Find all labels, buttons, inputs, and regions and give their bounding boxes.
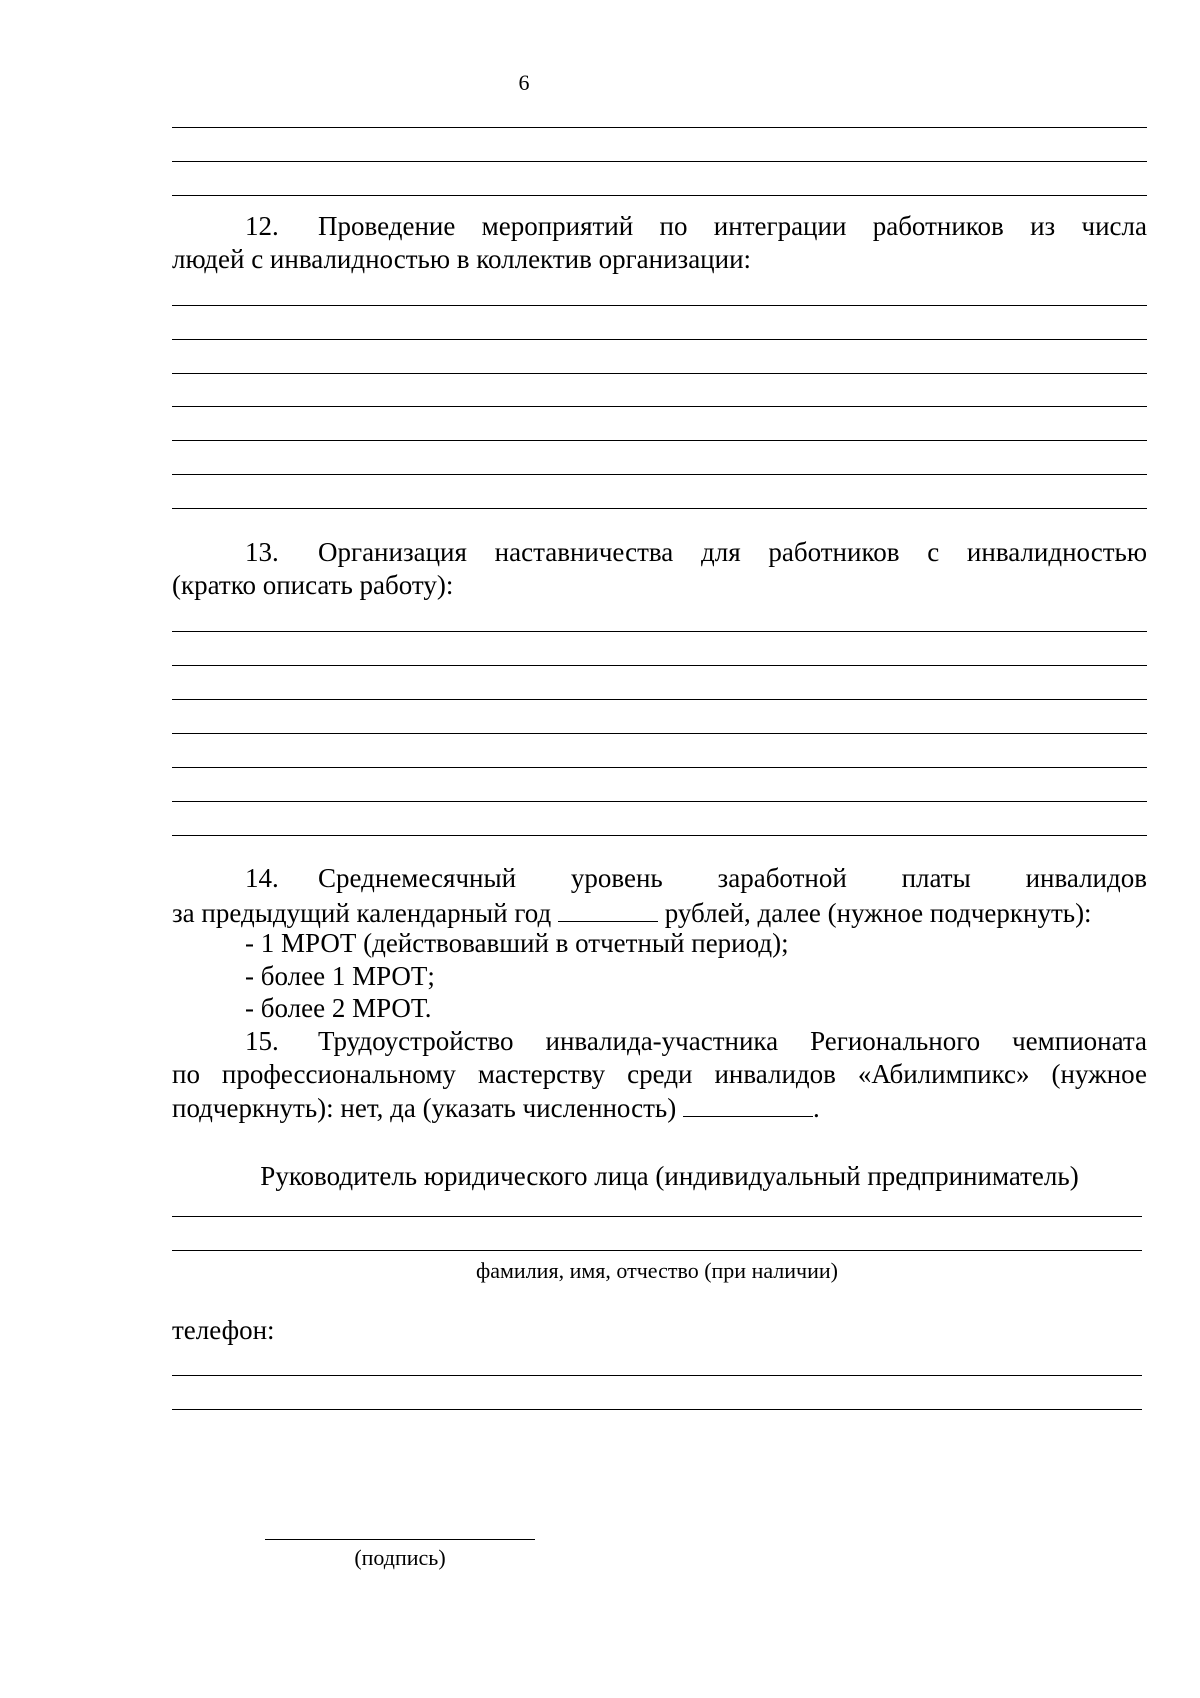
phone-line[interactable] — [172, 1409, 1142, 1410]
item-12 — [172, 210, 1147, 275]
blank-line[interactable] — [172, 305, 1147, 306]
signature-line[interactable] — [265, 1539, 535, 1540]
salary-blank[interactable] — [558, 895, 658, 922]
item-13 — [172, 536, 1147, 601]
blank-line[interactable] — [172, 733, 1147, 734]
blank-line[interactable] — [172, 508, 1147, 509]
blank-line[interactable] — [172, 339, 1147, 340]
phone-line[interactable] — [172, 1375, 1142, 1376]
blank-line[interactable] — [172, 801, 1147, 802]
page-number: 6 — [518, 70, 530, 95]
blank-line[interactable] — [172, 440, 1147, 441]
blank-line[interactable] — [172, 699, 1147, 700]
head-name-line[interactable] — [172, 1250, 1142, 1251]
item-14-option-1: - 1 МРОТ (действовавший в отчетный период); — [245, 928, 789, 959]
blank-line[interactable] — [172, 631, 1147, 632]
item-12-line2: людей с инвалидностью в коллектив организации: — [172, 243, 752, 274]
blank-line[interactable] — [172, 127, 1147, 128]
blank-line[interactable] — [172, 474, 1147, 475]
blank-line[interactable] — [172, 835, 1147, 836]
item-14-line2: за предыдущий календарный год рублей, далее (нужное подчеркнуть): — [172, 895, 1147, 928]
head-title: Руководитель юридического лица (индивидуальный предприниматель) — [260, 1161, 1079, 1191]
item-13-line1: 13. Организация наставничества для работников с инвалидностью — [245, 537, 1147, 567]
item-14-option-2: - более 1 МРОТ; — [245, 960, 435, 991]
item-14-line1: 14. Среднемесячный уровень заработной платы инвалидов — [245, 863, 1147, 893]
blank-line[interactable] — [172, 373, 1147, 374]
blank-line[interactable] — [172, 767, 1147, 768]
signature-caption: (подпись) — [354, 1545, 446, 1570]
item-15-line2: по профессиональному мастерству среди инвалидов «Абилимпикс» (нужное — [172, 1058, 1147, 1089]
items-14-15 — [172, 862, 1147, 1123]
item-15-line3: подчеркнуть): нет, да (указать численность) . — [172, 1090, 1147, 1123]
item-14-option-3: - более 2 МРОТ. — [245, 993, 432, 1024]
blank-line[interactable] — [172, 406, 1147, 407]
count-blank[interactable] — [683, 1090, 813, 1117]
blank-line[interactable] — [172, 665, 1147, 666]
blank-line[interactable] — [172, 161, 1147, 162]
fio-caption: фамилия, имя, отчество (при наличии) — [475, 1258, 838, 1283]
item-12-line1: 12. Проведение мероприятий по интеграции работников из числа — [245, 211, 1147, 241]
blank-line[interactable] — [172, 195, 1147, 196]
item-13-line2: (кратко описать работу): — [172, 569, 454, 600]
head-name-line[interactable] — [172, 1216, 1142, 1217]
item-15-line1: 15. Трудоустройство инвалида-участника Регионального чемпионата — [245, 1025, 1147, 1056]
phone-label: телефон: — [172, 1315, 275, 1345]
